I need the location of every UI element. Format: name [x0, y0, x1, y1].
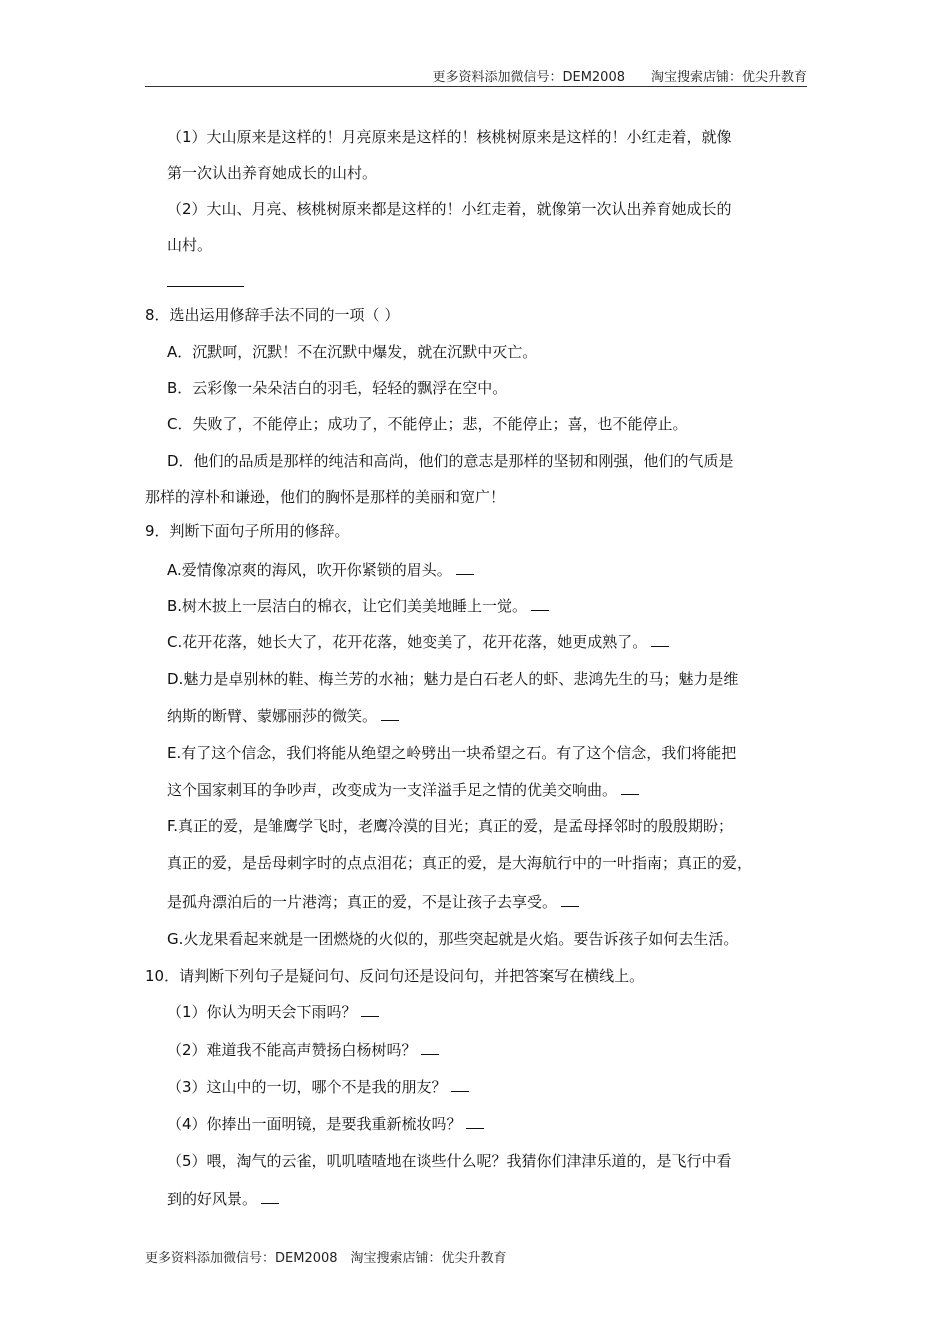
q9-item-b	[167, 596, 549, 616]
q10-sentence-5-blank[interactable]	[261, 1189, 279, 1204]
q10-stem: 10．请判断下列句子是疑问句、反问句还是设问句，并把答案写在横线上。	[145, 967, 645, 985]
q10-sentence-5-line-2	[167, 1189, 279, 1209]
q9-item-a-text: A.爱情像凉爽的海风，吹开你紧锁的眉头。	[167, 561, 452, 579]
q8-option-b: B．云彩像一朵朵洁白的羽毛，轻轻的飘浮在空中。	[167, 379, 508, 397]
q7-option-2-line-2: 山村。	[167, 236, 213, 254]
q9-item-d-line-2	[167, 706, 399, 726]
q10-sentence-4	[167, 1114, 484, 1134]
q9-item-a	[167, 560, 474, 580]
q10-sentence-3-blank[interactable]	[451, 1077, 469, 1092]
q10-sentence-5-line-1: （5）喂，淘气的云雀，叽叽喳喳地在谈些什么呢？我猜你们津津乐道的，是飞行中看	[167, 1152, 732, 1170]
q9-item-c-blank[interactable]	[651, 632, 669, 647]
page-footer: 更多资料添加微信号：DEM2008 淘宝搜索店铺：优尖升教育	[145, 1251, 507, 1266]
q9-item-e-text: 这个国家刺耳的争吵声，改变成为一支洋溢手足之情的优美交响曲。	[167, 781, 618, 799]
q10-sentence-2	[167, 1040, 439, 1060]
q10-sentence-3-text: （3）这山中的一切，哪个不是我的朋友？	[167, 1078, 447, 1096]
q10-sentence-4-blank[interactable]	[466, 1114, 484, 1129]
q9-item-e-line-2	[167, 780, 639, 800]
q9-item-b-text: B.树木披上一层洁白的棉衣，让它们美美地睡上一觉。	[167, 597, 528, 615]
q8-option-a: A．沉默呵，沉默！不在沉默中爆发，就在沉默中灭亡。	[167, 343, 538, 361]
q9-item-f-line-1: F.真正的爱，是雏鹰学飞时，老鹰冷漠的目光；真正的爱，是孟母择邻时的殷殷期盼；	[167, 817, 733, 835]
q9-item-b-blank[interactable]	[531, 596, 549, 611]
q9-item-f-blank[interactable]	[561, 892, 579, 907]
q9-item-d-line-1: D.魅力是卓别林的鞋、梅兰芳的水袖；魅力是白石老人的虾、悲鸿先生的马；魅力是维	[167, 670, 739, 688]
q7-answer-blank[interactable]	[167, 286, 244, 287]
q8-option-d-line-2: 那样的淳朴和谦逊，他们的胸怀是那样的美丽和宽广！	[145, 488, 506, 506]
q9-item-d-blank[interactable]	[381, 706, 399, 721]
q9-item-a-blank[interactable]	[456, 560, 474, 575]
q10-sentence-5-text: 到的好风景。	[167, 1190, 258, 1208]
q10-sentence-4-text: （4）你捧出一面明镜，是要我重新梳妆吗？	[167, 1115, 462, 1133]
q9-item-c-text: C.花开花落，她长大了，花开花落，她变美了，花开花落，她更成熟了。	[167, 633, 648, 651]
header-divider	[145, 86, 807, 87]
q9-item-g: G.火龙果看起来就是一团燃烧的火似的，那些突起就是火焰。要告诉孩子如何去生活。	[167, 930, 739, 948]
q10-sentence-2-text: （2）难道我不能高声赞扬白杨树吗？	[167, 1041, 417, 1059]
q10-sentence-1	[167, 1002, 379, 1022]
q7-option-2-line-1: （2）大山、月亮、核桃树原来都是这样的！小红走着，就像第一次认出养育她成长的	[167, 200, 732, 218]
q9-item-e-blank[interactable]	[621, 780, 639, 795]
q10-sentence-2-blank[interactable]	[421, 1040, 439, 1055]
q8-option-c: C．失败了，不能停止；成功了，不能停止；悲，不能停止；喜，也不能停止。	[167, 415, 688, 433]
q7-option-1-line-1: （1）大山原来是这样的！月亮原来是这样的！核桃树原来是这样的！小红走着，就像	[167, 128, 732, 146]
q10-sentence-3	[167, 1077, 469, 1097]
q9-item-f-line-3	[167, 892, 579, 912]
q7-option-1-line-2: 第一次认出养育她成长的山村。	[167, 164, 378, 182]
q9-stem: 9．判断下面句子所用的修辞。	[145, 522, 350, 540]
q10-sentence-1-blank[interactable]	[361, 1002, 379, 1017]
q9-item-c	[167, 632, 669, 652]
q8-stem: 8．选出运用修辞手法不同的一项（ ）	[145, 306, 400, 324]
q8-option-d-line-1: D．他们的品质是那样的纯洁和高尚，他们的意志是那样的坚韧和刚强，他们的气质是	[167, 452, 734, 470]
q9-item-f-text: 是孤舟漂泊后的一片港湾；真正的爱，不是让孩子去享受。	[167, 893, 558, 911]
q9-item-e-line-1: E.有了这个信念，我们将能从绝望之岭劈出一块希望之石。有了这个信念，我们将能把	[167, 744, 737, 762]
q9-item-f-line-2: 真正的爱，是岳母刺字时的点点泪花；真正的爱，是大海航行中的一叶指南；真正的爱，	[167, 854, 753, 872]
page-header: 更多资料添加微信号：DEM2008 淘宝搜索店铺：优尖升教育	[432, 70, 807, 85]
q10-sentence-1-text: （1）你认为明天会下雨吗？	[167, 1003, 357, 1021]
q9-item-d-text: 纳斯的断臂、蒙娜丽莎的微笑。	[167, 707, 378, 725]
